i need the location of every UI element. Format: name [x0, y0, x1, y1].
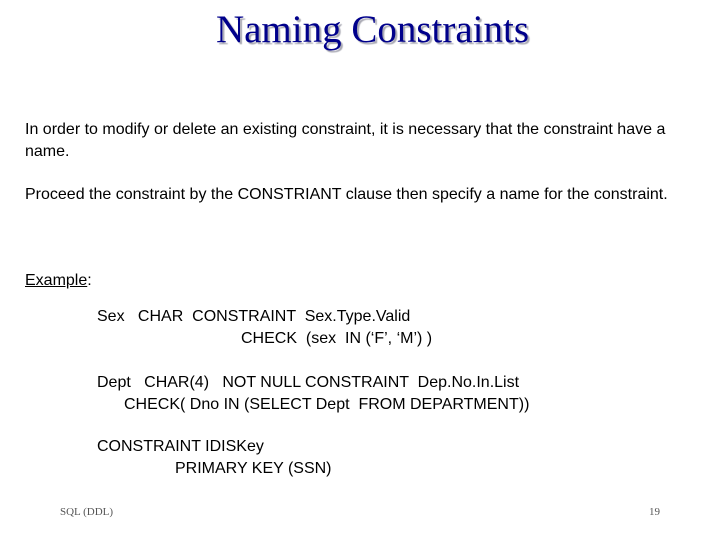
slide-title: Naming Constraints — [215, 8, 530, 51]
footer-section-label: SQL (DDL) — [60, 506, 114, 518]
paragraph-constraint-clause: Proceed the constraint by the CONSTRIANT clause then specify a name for the constraint. — [25, 186, 668, 203]
example-1-line-1: Sex CHAR CONSTRAINT Sex.Type.Valid — [97, 308, 411, 325]
example-1-line-2: CHECK (sex IN (‘F’, ‘M’) ) — [241, 330, 433, 347]
example-heading — [25, 270, 92, 292]
paragraph-naming-requirement: In order to modify or delete an existing constraint, it is necessary that the constraint have a name. — [25, 121, 666, 160]
example-3-line-2: PRIMARY KEY (SSN) — [175, 460, 332, 477]
page-number: 19 — [649, 506, 660, 518]
example-3-line-1: CONSTRAINT IDISKey — [97, 438, 264, 455]
example-label: Example — [25, 272, 88, 289]
example-2-line-1: Dept CHAR(4) NOT NULL CONSTRAINT Dep.No.In.List — [97, 374, 520, 391]
example-colon: : — [87, 272, 92, 289]
example-2-line-2: CHECK( Dno IN (SELECT Dept FROM DEPARTMENT)) — [124, 396, 530, 413]
